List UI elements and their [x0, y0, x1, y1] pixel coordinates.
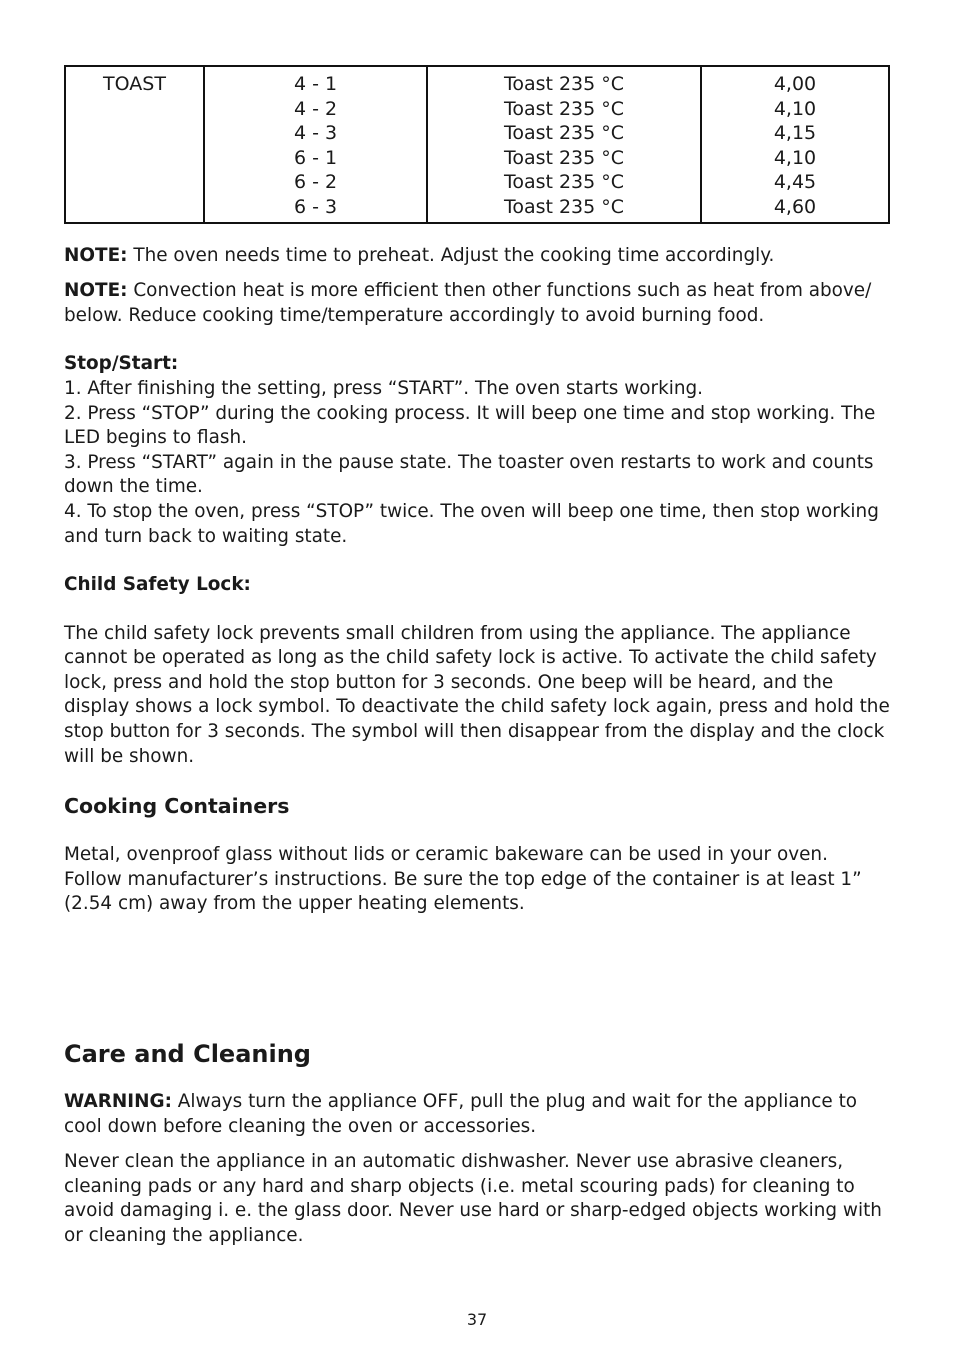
- setting-value: 6 - 2: [293, 171, 338, 194]
- time-value: 4,00: [773, 73, 817, 95]
- page-number: 37: [466, 1310, 488, 1329]
- care-cleaning-text: Never clean the appliance in an automatic dishwasher. Never use abrasive cleaners, cleaning pads or any hard and sharp objects (i.e. metal scouring pads) for cleaning to avoid damaging i. e. the glass door. Never use hard or sharp-edged objects working with or cleaning the appliance.: [64, 1151, 882, 1246]
- setting-value: 4 - 3: [293, 122, 338, 145]
- table-row: [65, 66, 889, 223]
- category-label: TOAST: [103, 73, 166, 95]
- child-lock-heading: Child Safety Lock:: [64, 574, 251, 596]
- warning-label: WARNING:: [64, 1091, 172, 1113]
- stop-start-heading: Stop/Start:: [64, 353, 179, 375]
- note-convection: [64, 279, 890, 328]
- time-value: 4,45: [773, 171, 817, 194]
- cooking-containers-text: Metal, ovenproof glass without lids or ceramic bakeware can be used in your oven. Follow manufacturer’s instructions. Be sure the top edge of the container is at least 1” (2.54 cm) away from the upper heating elements.: [64, 844, 862, 915]
- function-value: Toast 235 °C: [503, 122, 625, 145]
- cooking-containers-heading: Cooking Containers: [64, 794, 290, 819]
- note-preheat: [64, 244, 890, 269]
- function-value: Toast 235 °C: [503, 171, 625, 194]
- category-cell: [65, 66, 204, 223]
- setting-value: 4 - 1: [293, 73, 338, 95]
- time-value: 4,15: [773, 122, 817, 145]
- care-warning: [64, 1090, 890, 1139]
- note-text: The oven needs time to preheat. Adjust the cooking time accordingly.: [127, 244, 775, 266]
- time-cell: [701, 66, 889, 223]
- care-cleaning-heading: Care and Cleaning: [64, 1040, 311, 1069]
- warning-text: Always turn the appliance OFF, pull the plug and wait for the appliance to cool down before cleaning the oven or accessories.: [64, 1091, 858, 1137]
- function-value: Toast 235 °C: [503, 195, 625, 218]
- stop-start-step: 1. After finishing the setting, press “START”. The oven starts working.: [64, 377, 704, 399]
- function-cell: [427, 66, 701, 223]
- time-value: 4,60: [773, 195, 817, 218]
- function-value: Toast 235 °C: [503, 73, 625, 95]
- time-value: 4,10: [773, 146, 817, 169]
- note-text: Convection heat is more efficient then other functions such as heat from above/ below. Reduce cooking time/temperature accordingly to avoid burning food.: [64, 280, 872, 326]
- setting-value: 6 - 1: [293, 146, 338, 169]
- note-label: NOTE:: [64, 280, 128, 302]
- function-value: Toast 235 °C: [503, 146, 625, 169]
- note-label: NOTE:: [64, 244, 128, 266]
- stop-start-step: 3. Press “START” again in the pause state. The toaster oven restarts to work and counts down the time.: [64, 451, 874, 498]
- page-content: [64, 65, 890, 1249]
- setting-cell: [204, 66, 427, 223]
- time-value: 4,10: [773, 97, 817, 120]
- setting-value: 6 - 3: [293, 195, 338, 218]
- stop-start-step: 2. Press “STOP” during the cooking process. It will beep one time and stop working. The LED begins to flash.: [64, 402, 876, 449]
- setting-value: 4 - 2: [293, 97, 338, 120]
- function-value: Toast 235 °C: [503, 97, 625, 120]
- child-lock-text: The child safety lock prevents small children from using the appliance. The appliance cannot be operated as long as the child safety lock is active. To activate the child safety lock, press and hold the stop button for 3 seconds. One beep will be heard, and the display shows a lock symbol. To deactivate the child safety lock again, press and hold the stop button for 3 seconds. The symbol will then disappear from the display and the clock will be shown.: [64, 622, 890, 767]
- cooking-table: [64, 65, 890, 224]
- stop-start-step: 4. To stop the oven, press “STOP” twice. The oven will beep one time, then stop working and turn back to waiting state.: [64, 500, 879, 547]
